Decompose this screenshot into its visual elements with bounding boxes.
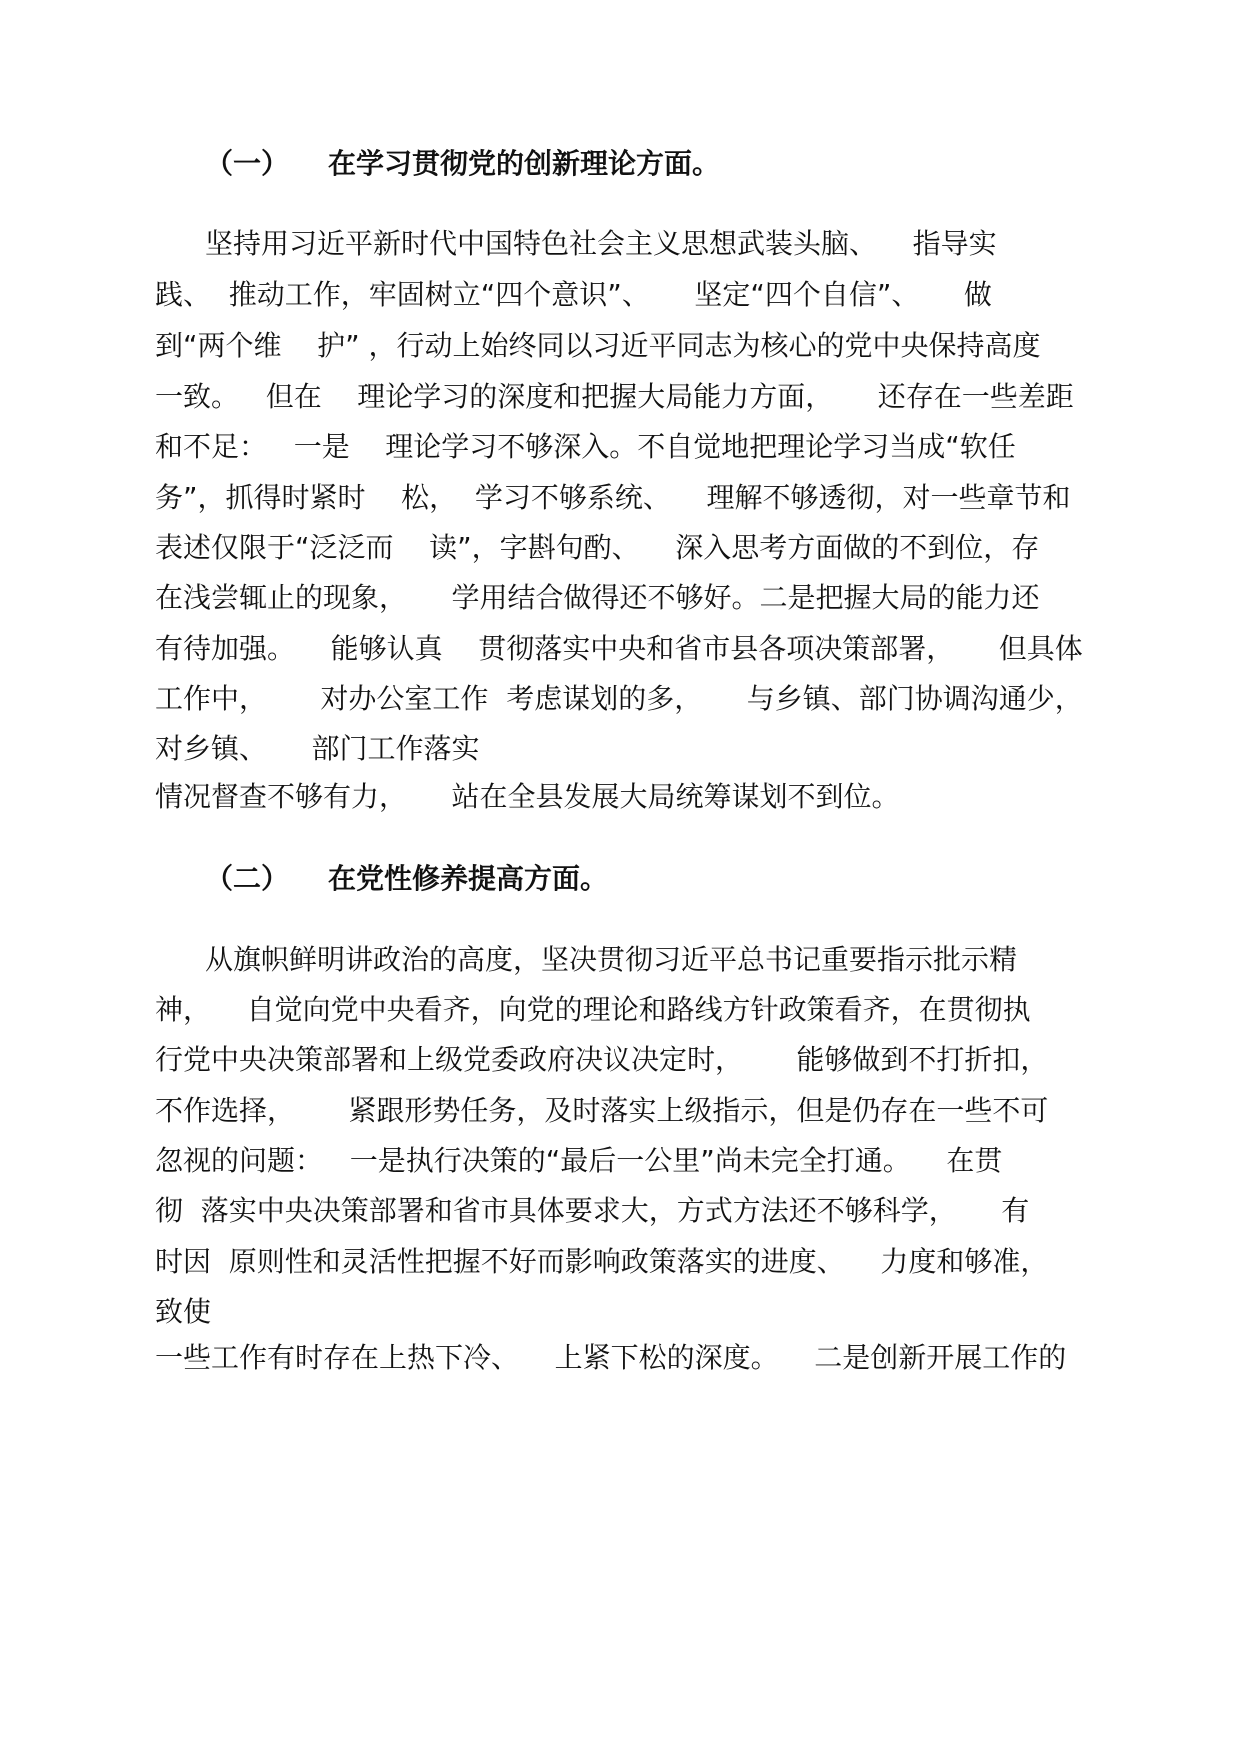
section-1-line: 践、 推动工作，牢固树立“四个意识”、 坚定“四个自信”、 做 bbox=[155, 278, 992, 311]
section-2-line: 不作选择， 紧跟形势任务，及时落实上级指示，但是仍存在一些不可 bbox=[155, 1094, 1049, 1127]
section-1-line: 工作中， 对办公室工作 考虑谋划的多， 与乡镇、部门协调沟通少， bbox=[155, 682, 1083, 715]
section-2-line: 致使 bbox=[155, 1295, 212, 1328]
section-2-heading: （二） 在党性修养提高方面。 bbox=[205, 862, 608, 895]
section-1-line: 有待加强。 能够认真 贯彻落实中央和省市县各项决策部署， 但具体 bbox=[155, 632, 1083, 665]
section-2-line: 时因 原则性和灵活性把握不好而影响政策落实的进度、 力度和够准， bbox=[155, 1245, 1049, 1278]
section-2-line: 一些工作有时存在上热下冷、 上紧下松的深度。 二是创新开展工作的 bbox=[155, 1341, 1067, 1374]
section-1-line: 表述仅限于“泛泛而 读”，字斟句酌、 深入思考方面做的不到位，存 bbox=[155, 531, 1040, 564]
section-1-heading: （一） 在学习贯彻党的创新理论方面。 bbox=[205, 147, 720, 180]
section-2-line: 忽视的问题： 一是执行决策的“最后一公里”尚未完全打通。 在贯 bbox=[155, 1144, 1003, 1177]
section-1-line: 务”，抓得时紧时 松， 学习不够系统、 理解不够透彻，对一些章节和 bbox=[155, 481, 1071, 514]
section-1-line: 和不足： 一是 理论学习不够深入。不自觉地把理论学习当成“软任 bbox=[155, 430, 1016, 463]
section-1-line: 在浅尝辄止的现象， 学用结合做得还不够好。二是把握大局的能力还 bbox=[155, 581, 1040, 614]
section-2-line: 从旗帜鲜明讲政治的高度，坚决贯彻习近平总书记重要指示批示精 bbox=[205, 943, 1018, 976]
section-1-line: 情况督查不够有力， 站在全县发展大局统筹谋划不到位。 bbox=[155, 780, 900, 813]
section-1-line: 坚持用习近平新时代中国特色社会主义思想武装头脑、 指导实 bbox=[205, 227, 997, 260]
section-2-line: 彻 落实中央决策部署和省市具体要求大，方式方法还不够科学， 有 bbox=[155, 1194, 1030, 1227]
section-1-line: 对乡镇、 部门工作落实 bbox=[155, 732, 480, 765]
section-2-line: 神， 自觉向党中央看齐，向党的理论和路线方针政策看齐，在贯彻执 bbox=[155, 993, 1031, 1026]
section-1-line: 一致。 但在 理论学习的深度和把握大局能力方面， 还存在一些差距 bbox=[155, 380, 1074, 413]
section-1-line: 到“两个维 护” ，行动上始终同以习近平同志为核心的党中央保持高度 bbox=[155, 329, 1041, 362]
section-2-line: 行党中央决策部署和上级党委政府决议决定时， 能够做到不打折扣， bbox=[155, 1043, 1049, 1076]
